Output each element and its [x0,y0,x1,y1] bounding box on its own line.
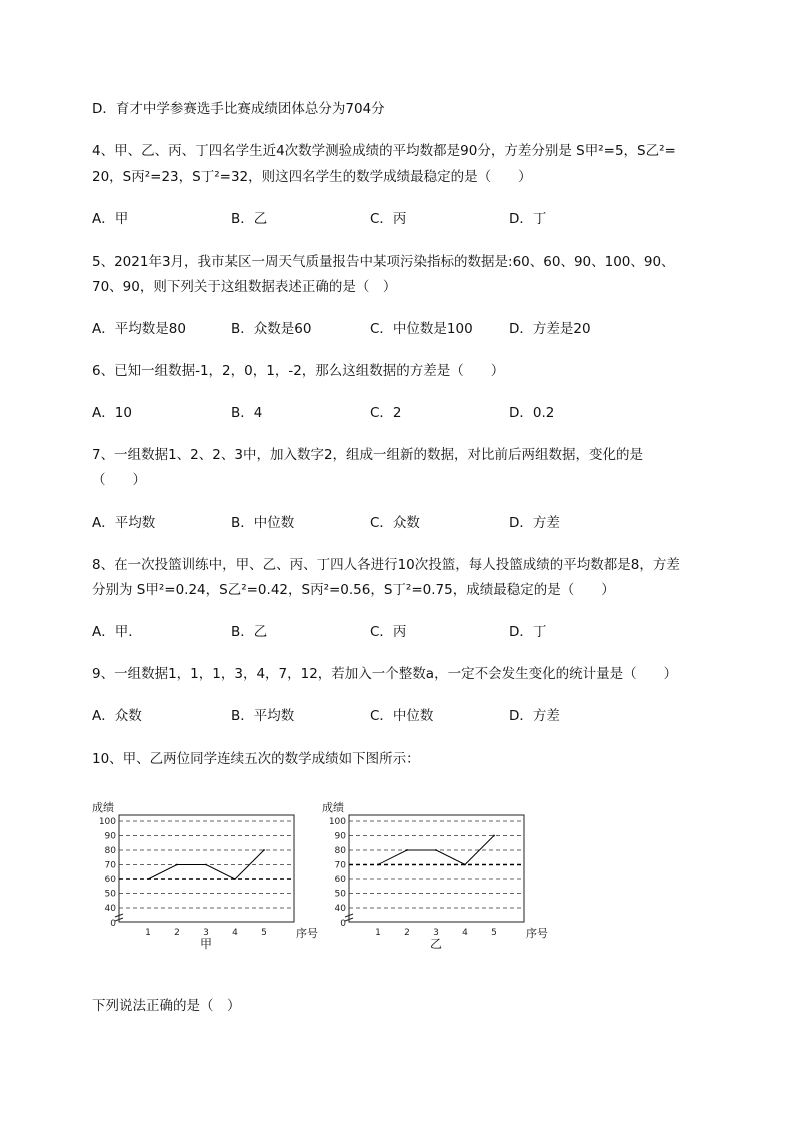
chart1-ytick-50: 50 [334,889,346,900]
q8-option-a[interactable]: A．甲． [92,624,142,640]
q4-option-c[interactable]: C．丙 [370,211,407,227]
chart0-ytick-90: 90 [104,831,116,842]
text-q10-line2: 下列说法正确的是（ ） [92,998,241,1014]
q9-option-b[interactable]: B．平均数 [231,708,295,724]
text-q7-line2: （ ） [92,472,146,488]
chart1-xlabel: 序号 [526,927,548,940]
chart0-xtick-3: 3 [203,928,209,938]
text-q10-line1: 10、甲、乙两位同学连续五次的数学成绩如下图所示： [92,751,420,767]
chart0-point-1 [147,878,149,880]
text-q5-line2: 70、90，则下列关于这组数据表述正确的是（ ） [92,279,397,295]
chart1-point-3 [435,849,437,851]
chart1-point-2 [406,849,408,851]
q5-option-d[interactable]: D．方差是20 [509,321,591,337]
text-q3-option-d: D．育才中学参赛选手比赛成绩团体总分为704分 [92,101,385,117]
chart1-caption: 乙 [429,937,443,951]
chart0-xtick-1: 1 [145,928,151,938]
text-q8-line2: 分别为 S甲²=0.24，S乙²=0.42，S丙²=0.56，S丁²=0.75，成绩最稳定的是（ ） [92,582,615,598]
q6-option-d[interactable]: D．0.2 [509,405,555,421]
chart0-ytick-70: 70 [104,860,116,871]
chart1-point-1 [377,864,379,866]
q5-option-b[interactable]: B．众数是60 [231,321,312,337]
text-q8-line1: 8、在一次投篮训练中，甲、乙、丙、丁四人各进行10次投篮，每人投篮成绩的平均数都是8，方差 [92,557,680,573]
chart1-ytick-40: 40 [334,904,346,914]
chart1-xtick-2: 2 [404,928,410,938]
chart1-ytick-0: 0 [340,919,346,929]
text-q9-line1: 9、一组数据1，1，1，3，4，7，12，若加入一个整数a，一定不会发生变化的统计量是（ ） [92,666,678,682]
chart0-ytick-40: 40 [104,904,116,914]
chart0-xlabel: 序号 [296,927,318,940]
text-q6-line1: 6、已知一组数据-1，2，0，1，-2，那么这组数据的方差是（ ） [92,363,505,379]
chart1-xtick-5: 5 [491,928,497,938]
q6-option-c[interactable]: C．2 [370,405,402,421]
chart1-point-4 [464,864,466,866]
q6-option-b[interactable]: B．4 [231,405,263,421]
chart0-xtick-2: 2 [174,928,180,938]
q8-option-d[interactable]: D．丁 [509,624,547,640]
chart1-ytick-70: 70 [334,860,346,871]
chart1-xtick-3: 3 [433,928,439,938]
chart0-point-3 [205,864,207,866]
chart0-caption: 甲 [199,937,213,951]
chart0-xtick-4: 4 [232,928,238,938]
q9-option-c[interactable]: C．中位数 [370,708,434,724]
chart0-point-2 [176,864,178,866]
chart0-ytick-60: 60 [104,875,116,885]
q7-option-c[interactable]: C．众数 [370,515,420,531]
chart1-ytick-60: 60 [334,875,346,885]
chart0-ylabel: 成绩 [92,801,114,814]
chart1-xtick-1: 1 [375,928,381,938]
chart0-ytick-50: 50 [104,889,116,900]
q4-option-a[interactable]: A．甲 [92,211,129,227]
text-q7-line1: 7、一组数据1、2、2、3中，加入数字2，组成一组新的数据，对比前后两组数据，变化的是 [92,447,644,463]
chart0-ytick-0: 0 [110,919,116,929]
q9-option-a[interactable]: A．众数 [92,708,142,724]
q5-option-a[interactable]: A．平均数是80 [92,321,186,337]
q7-option-d[interactable]: D．方差 [509,515,560,531]
q7-option-a[interactable]: A．平均数 [92,515,156,531]
chart0-frame [119,815,294,922]
chart0-point-4 [234,878,236,880]
q4-option-b[interactable]: B．乙 [231,211,268,227]
chart0-xtick-5: 5 [261,928,267,938]
chart-yi [322,795,562,969]
q7-option-b[interactable]: B．中位数 [231,515,295,531]
chart0-ytick-80: 80 [104,846,116,856]
chart1-ytick-80: 80 [334,846,346,856]
chart1-frame [349,815,524,922]
text-q4-line1: 4、甲、乙、丙、丁四名学生近4次数学测验成绩的平均数都是90分，方差分别是 S甲²=5，S乙²= [92,143,676,159]
chart0-ytick-100: 100 [98,817,116,827]
chart1-ytick-90: 90 [334,831,346,842]
chart1-point-5 [493,835,495,837]
q8-option-c[interactable]: C．丙 [370,624,407,640]
chart0-point-5 [263,849,265,851]
text-q4-line2: 20，S丙²=23，S丁²=32，则这四名学生的数学成绩最稳定的是（ ） [92,169,532,185]
chart-jia-svg [92,795,318,965]
q5-option-c[interactable]: C．中位数是100 [370,321,473,337]
chart-yi-svg [322,795,562,965]
q6-option-a[interactable]: A．10 [92,405,132,421]
chart1-xtick-4: 4 [462,928,468,938]
q4-option-d[interactable]: D．丁 [509,211,547,227]
chart1-ytick-100: 100 [328,817,346,827]
text-q5-line1: 5、2021年3月，我市某区一周天气质量报告中某项污染指标的数据是:60、60、90、100、90、 [92,254,675,270]
q9-option-d[interactable]: D．方差 [509,708,560,724]
q8-option-b[interactable]: B．乙 [231,624,268,640]
chart1-ylabel: 成绩 [322,801,344,814]
chart-jia [92,795,318,969]
